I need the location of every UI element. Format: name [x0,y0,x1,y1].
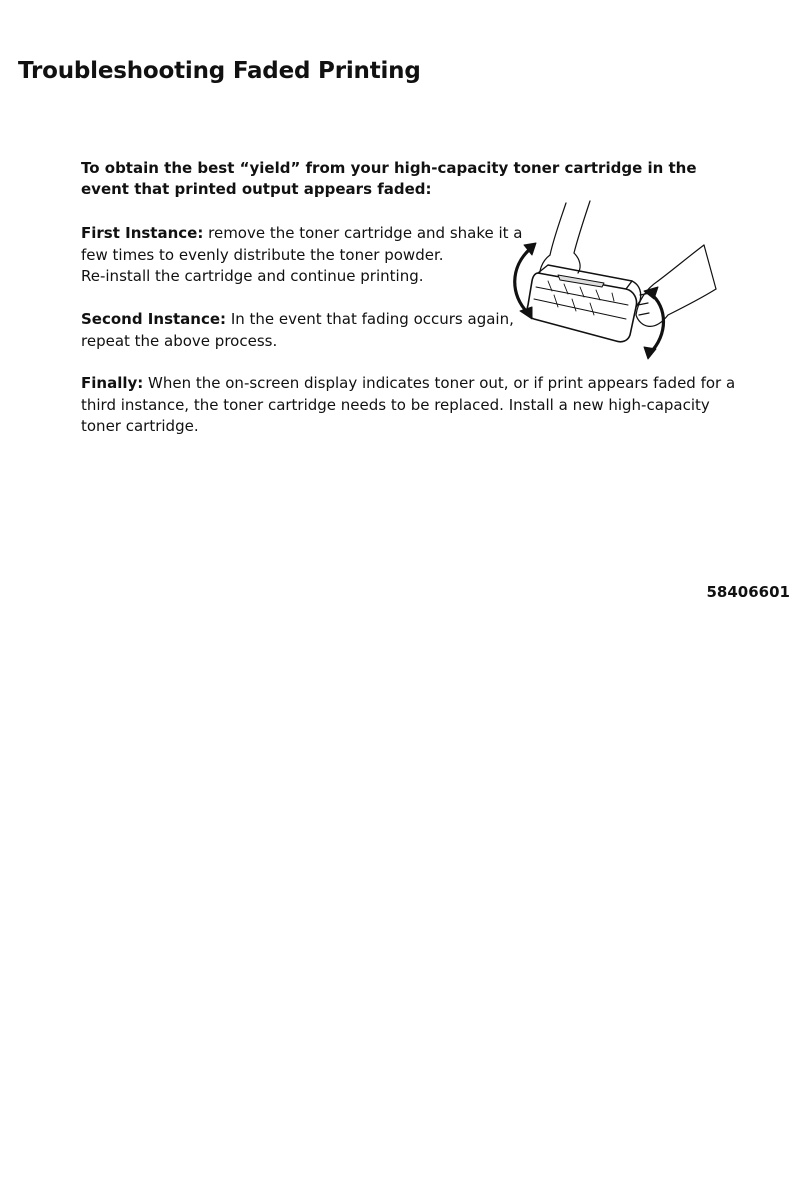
left-arm [550,203,566,255]
shake-toner-cartridge-illustration [508,195,723,365]
page-title: Troubleshooting Faded Printing [18,58,421,84]
part-number: 58406601 [706,583,790,601]
first-instance-line-2: few times to evenly distribute the toner powder. [81,245,444,264]
right-arm-edge [704,245,716,289]
first-instance-line-1 [81,223,521,245]
second-instance-label: Second Instance: [81,310,227,328]
finally-line-3: toner cartridge. [81,417,199,435]
first-instance-text-1: remove the toner cartridge and shake it a [208,224,523,242]
left-arm-outline [574,201,590,253]
finally-label: Finally: [81,374,144,392]
finally-text-1: When the on-screen display indicates toner out, or if print appears faded for a [148,374,736,392]
right-arm [658,245,704,281]
first-instance-line-3: Re-install the cartridge and continue printing. [81,267,424,285]
finally-paragraph [81,373,771,438]
second-instance-line-2: repeat the above process. [81,331,278,350]
second-instance-line-1 [81,309,521,331]
second-instance-text-1: In the event that fading occurs again, [230,310,514,328]
finally-line-1 [81,373,771,395]
first-instance-paragraph [81,223,521,288]
right-arm-outline [668,289,716,315]
left-arrow-head-bottom [520,307,532,319]
intro-text: To obtain the best “yield” from your high-capacity toner cartridge in the event that printed output appears faded: [81,159,697,198]
second-instance-paragraph [81,309,521,352]
finally-line-2: third instance, the toner cartridge needs to be replaced. Install a new high-capacity [81,395,710,414]
first-instance-label: First Instance: [81,224,204,242]
right-arrow-head-bottom [644,347,656,359]
right-shake-arrow [650,293,664,353]
